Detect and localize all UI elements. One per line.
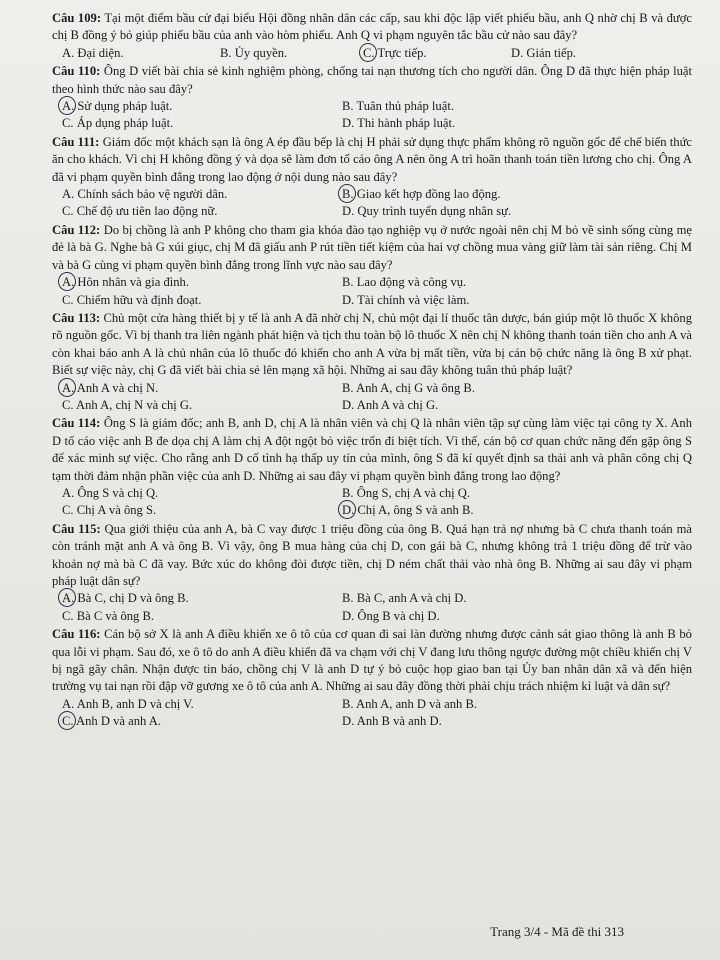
question-stem: Qua giới thiệu của anh A, bà C vay được 1 triệu đồng của ông B. Quá hạn trả nợ nhưng bà C chưa thanh toán mà còn tránh mặt anh A và ông B. Vì vậy, ông B mua hàng của chị D, con gái bà C, nhưng không trả 1 triệu đồng để trừ vào khoản nợ mà bà C đã vay. Bức xúc do không đòi được tiền, chị D ném chất thải vào nhà ông B. Những ai sau đây vi phạm pháp luật dân sự? xyxy=(52,521,692,588)
circled-answer-letter: D. xyxy=(342,502,354,519)
answer-option xyxy=(62,380,334,397)
answer-text: Tài chính và việc làm. xyxy=(357,292,470,307)
answer-letter: C. xyxy=(62,292,74,307)
answer-option xyxy=(62,590,334,607)
answer-options xyxy=(52,274,692,309)
answer-option xyxy=(62,485,334,502)
answer-text: Tuân thủ pháp luật. xyxy=(356,99,454,114)
answer-option xyxy=(342,502,692,519)
answer-letter: D. xyxy=(342,397,355,412)
answer-text: Ủy quyền. xyxy=(234,45,288,60)
answer-letter: C. xyxy=(62,503,74,518)
question-text xyxy=(52,222,692,274)
answer-option xyxy=(62,274,334,291)
question-block xyxy=(52,134,692,221)
answer-letter: A. xyxy=(62,187,75,202)
question-number: Câu 114: xyxy=(52,416,101,431)
answer-text: Ông S và chị Q. xyxy=(77,485,159,500)
answer-letter: C. xyxy=(62,397,74,412)
question-stem: Cán bộ sở X là anh A điều khiển xe ô tô của cơ quan đi sai làn đường nhưng được cảnh sát giao thông là anh B bỏ qua lỗi vi phạm. Sau đó, xe ô tô do anh A điều khiển đã va chạm với chị V đang lưu thông ngược đường một chiều khiến chị V bị ngã gãy chân. Nhận được tin báo, chồng chị V là anh D tự ý bỏ cuộc họp giao ban tại Ủy ban nhân dân xã và đến hiện trường vụ tai nạn rồi đập vỡ gương xe ô tô của anh A. Những ai sau đây đồng thời phải chịu trách nhiệm kỉ luật và dân sự? xyxy=(52,627,692,694)
answer-options xyxy=(52,186,692,221)
circled-answer-letter: C. xyxy=(363,45,375,62)
answer-option xyxy=(342,380,692,397)
answer-text: Bà C, chị D và ông B. xyxy=(77,591,189,606)
circled-answer-letter: C. xyxy=(62,713,74,730)
question-text xyxy=(52,521,692,591)
question-number: Câu 111: xyxy=(52,134,100,149)
question-text xyxy=(52,134,692,186)
answer-text: Bà C và ông B. xyxy=(76,608,155,623)
answer-letter: B. xyxy=(220,45,232,60)
answer-option xyxy=(62,397,334,414)
answer-text: Anh B, anh D và chị V. xyxy=(76,696,194,711)
answer-option xyxy=(342,203,692,220)
answer-text: Gián tiếp. xyxy=(526,45,577,60)
answer-option xyxy=(342,274,692,291)
answer-text: Anh A và chị G. xyxy=(356,397,439,412)
answer-option xyxy=(62,98,334,115)
answer-text: Chị A, ông S và anh B. xyxy=(357,503,474,518)
answer-letter: D. xyxy=(342,608,355,623)
answer-option xyxy=(342,485,692,502)
question-number: Câu 116: xyxy=(52,627,101,642)
answer-option xyxy=(62,696,334,713)
question-block xyxy=(52,63,692,133)
answer-letter: A. xyxy=(62,45,75,60)
answer-option xyxy=(342,713,692,730)
answer-letter: B. xyxy=(342,275,354,290)
answer-option xyxy=(62,203,334,220)
answer-text: Lao động và công vụ. xyxy=(356,275,467,290)
answer-option xyxy=(62,186,334,203)
question-stem: Do bị chồng là anh P không cho tham gia khóa đào tạo nghiệp vụ ở nước ngoài nên chị M bỏ về sinh sống cùng mẹ đẻ là bà G. Nghe bà G xúi giục, chị M đã giấu anh P rút tiền tiết kiệm của hai vợ chồng mua vàng giữ làm tài sản riêng. Chị M và bà G cùng vi phạm quyền bình đẳng trong lĩnh vực nào sau đây? xyxy=(52,222,693,272)
question-stem: Giám đốc một khách sạn là ông A ép đầu bếp là chị H phải sử dụng thực phẩm không rõ nguồn gốc để chế biến thức ăn cho khách. Vì chị H không đồng ý và dọa sẽ làm đơn tố cáo ông A nên ông A trì hoãn thanh toán tiền lương cho chị. Ông A đã vi phạm quyền bình đẳng trong lao động ở nội dung nào sau đây? xyxy=(52,134,692,184)
question-block xyxy=(52,222,692,309)
answer-letter: B. xyxy=(342,696,354,711)
answer-text: Trực tiếp. xyxy=(377,45,427,60)
answer-option xyxy=(62,713,334,730)
answer-text: Ông S, chị A và chị Q. xyxy=(356,485,471,500)
question-number: Câu 115: xyxy=(52,521,101,536)
answer-option xyxy=(220,45,355,62)
answer-option xyxy=(62,292,334,309)
circled-answer-letter: B. xyxy=(342,186,354,203)
answer-text: Anh A, chị G và ông B. xyxy=(356,380,475,395)
question-list xyxy=(52,10,692,732)
answer-option xyxy=(342,98,692,115)
question-block xyxy=(52,310,692,414)
question-stem: Tại một điểm bầu cử đại biểu Hội đồng nhân dân các cấp, sau khi độc lập viết phiếu bầu, anh Q nhờ chị B và được chị B đồng ý bỏ giúp phiếu bầu của anh vào hòm phiếu. Anh Q vi phạm nguyên tắc bầu cử nào sau đây? xyxy=(52,11,693,43)
answer-text: Sử dụng pháp luật. xyxy=(77,99,173,114)
answer-option xyxy=(342,186,692,203)
answer-letter: A. xyxy=(62,696,75,711)
answer-letter: D. xyxy=(342,292,355,307)
answer-text: Anh A, chị N và chị G. xyxy=(76,397,193,412)
question-number: Câu 113: xyxy=(52,310,101,325)
answer-letter: B. xyxy=(342,485,354,500)
page-footer: Trang 3/4 - Mã đề thi 313 xyxy=(490,924,624,939)
question-stem: Ông D viết bài chia sẻ kinh nghiệm phòng, chống tai nạn thương tích cho người dân. Ông D đã thực hiện pháp luật theo hình thức nào sau đây? xyxy=(52,64,692,96)
answer-text: Chính sách bảo vệ người dân. xyxy=(77,187,228,202)
question-block xyxy=(52,10,692,62)
answer-option xyxy=(363,45,503,62)
answer-letter: B. xyxy=(342,591,354,606)
answer-letter: A. xyxy=(62,485,75,500)
answer-text: Anh A và chị N. xyxy=(76,380,159,395)
answer-text: Đại diện. xyxy=(77,45,124,60)
answer-text: Chị A và ông S. xyxy=(76,503,157,518)
answer-text: Anh B và anh D. xyxy=(356,714,442,729)
circled-answer-letter: A. xyxy=(62,98,74,115)
answer-option xyxy=(62,115,334,132)
question-text xyxy=(52,63,692,98)
circled-answer-letter: A. xyxy=(62,590,74,607)
answer-option xyxy=(342,292,692,309)
answer-letter: C. xyxy=(62,204,74,219)
question-block xyxy=(52,521,692,625)
question-text xyxy=(52,626,692,696)
question-stem: Ông S là giám đốc; anh B, anh D, chị A là nhân viên và chị Q là nhân viên tập sự cùng làm việc tại công ty X. Anh D tố cáo việc anh B đe dọa chị A làm chị A đột ngột bỏ việc trốn đi biệt tích. Vì thế, cán bộ cơ quan chức năng đến gặp ông S để xác minh sự việc. Cho rằng anh D cố tình hạ thấp uy tín của mình, ông S đã kí quyết định sa thải anh và phân công chị Q tạm thời đảm nhận phần việc của anh D. Những ai sau đây vi phạm quyền bình đẳng trong lao động? xyxy=(52,416,693,483)
question-number: Câu 112: xyxy=(52,222,101,237)
answer-text: Anh D và anh A. xyxy=(76,714,162,729)
answer-option xyxy=(342,590,692,607)
answer-text: Chiếm hữu và định đoạt. xyxy=(76,292,202,307)
answer-letter: C. xyxy=(62,116,74,131)
answer-letter: D. xyxy=(511,45,524,60)
answer-text: Quy trình tuyển dụng nhân sự. xyxy=(357,204,512,219)
question-number: Câu 109: xyxy=(52,11,102,25)
answer-letter: D. xyxy=(342,204,355,219)
answer-options xyxy=(52,380,692,415)
answer-letter: D. xyxy=(342,116,355,131)
answer-letter: C. xyxy=(62,608,74,623)
answer-options xyxy=(52,485,692,520)
answer-option xyxy=(511,45,692,62)
answer-option xyxy=(62,608,334,625)
question-text xyxy=(52,10,692,45)
answer-text: Hôn nhân và gia đình. xyxy=(77,275,189,290)
answer-options xyxy=(52,590,692,625)
answer-option xyxy=(342,115,692,132)
answer-letter: D. xyxy=(342,714,355,729)
answer-option xyxy=(342,696,692,713)
answer-letter: B. xyxy=(342,380,354,395)
answer-text: Ông B và chị D. xyxy=(357,608,440,623)
question-block xyxy=(52,415,692,519)
answer-text: Giao kết hợp đồng lao động. xyxy=(356,187,501,202)
answer-text: Áp dụng pháp luật. xyxy=(76,116,174,131)
answer-text: Bà C, anh A và chị D. xyxy=(356,591,467,606)
question-text xyxy=(52,310,692,380)
answer-options xyxy=(52,45,692,62)
question-block xyxy=(52,626,692,730)
circled-answer-letter: A. xyxy=(62,380,74,397)
answer-text: Thi hành pháp luật. xyxy=(357,116,456,131)
answer-text: Anh A, anh D và anh B. xyxy=(356,696,478,711)
question-number: Câu 110: xyxy=(52,64,101,79)
question-stem: Chủ một cửa hàng thiết bị y tế là anh A đã nhờ chị N, chủ một đại lí thuốc tân dược, bán giúp một lô thuốc X không rõ nguồn gốc. Vì bị thanh tra liên ngành phát hiện và tịch thu toàn bộ lô thuốc X nên chị N không thanh toán tiền cho anh A và còn khai báo anh A là chủ nhân của lô thuốc đó khiến cho anh A vừa bị mất tiền, vừa bị cán bộ chức năng là ông B xử phạt. Biết sự việc này, chị G đã viết bài chia sẻ lên mạng xã hội. Những ai sau đây không tuân thủ pháp luật? xyxy=(52,310,692,378)
answer-options xyxy=(52,696,692,731)
answer-option xyxy=(62,502,334,519)
question-text xyxy=(52,415,692,485)
answer-text: Chế độ ưu tiên lao động nữ. xyxy=(76,204,218,219)
circled-answer-letter: A. xyxy=(62,274,74,291)
answer-options xyxy=(52,98,692,133)
answer-option xyxy=(342,397,692,414)
answer-letter: B. xyxy=(342,99,354,114)
answer-option xyxy=(62,45,212,62)
answer-option xyxy=(342,608,692,625)
